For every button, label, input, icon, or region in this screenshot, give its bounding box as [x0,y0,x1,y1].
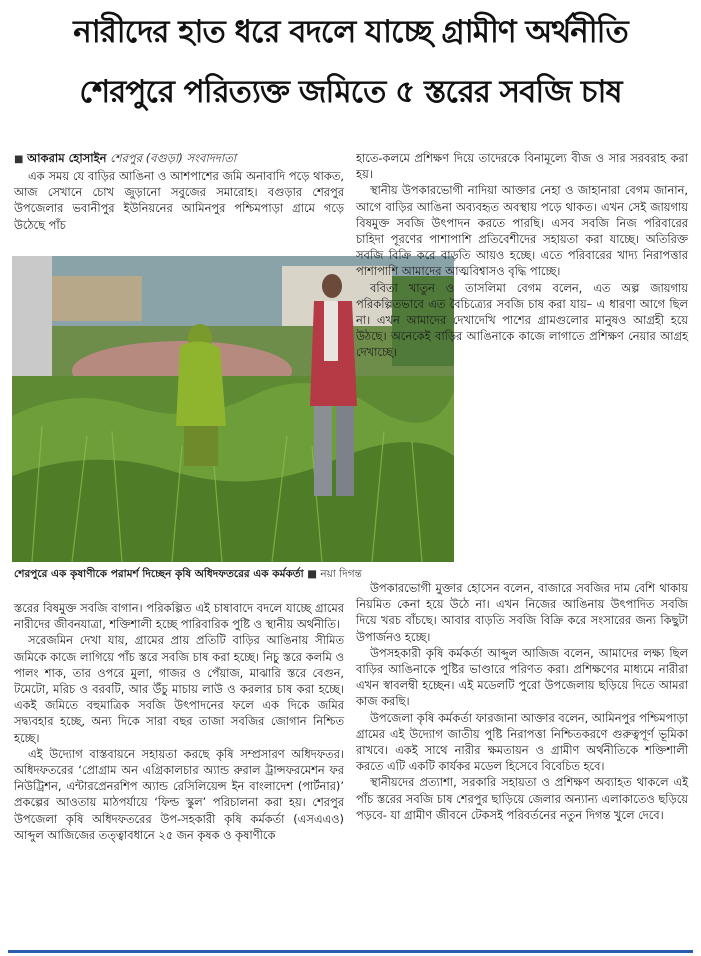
article-paragraph: উপজেলা কৃষি কর্মকর্তা ফারজানা আক্তার বলেন, আমিনপুর পশ্চিমপাড়া গ্রামের এই উদ্যোগ জাতীয় পুষ্টি নিরাপত্তা নিশ্চিতকরণে গুরুত্বপূর্ণ ভূমিকা রাখবে। একই সাথে নারীর ক্ষমতায়ন ও গ্রামীণ অর্থনীতিকে শক্তিশালী করতে এটি একটি কার্যকর মডেল হিসেবে বিবেচিত হবে। [356,710,688,774]
article-paragraph: ববিতা খাতুন ও তাসলিমা বেগম বলেন, এত অল্প জায়গায় পরিকল্পিতভাবে এত বৈচিত্র্যের সবজি চাষ করা যায়– এ ধারণা আগে ছিল না। এখন আমাদের দেখাদেখি পাশের গ্রামগুলোর মানুষও আগ্রহী হয়ে উঠছে। অনেকেই বাড়ির আঙিনাকে কাজে লাগাতে প্রশিক্ষণ নেয়ার আগ্রহ দেখাচ্ছে। [356,280,688,360]
article-column-right-bottom [356,580,688,823]
article-paragraph: সরেজমিন দেখা যায়, গ্রামের প্রায় প্রতিটি বাড়ির আঙিনায় সীমিত জমিকে কাজে লাগিয়ে পাঁচ স্তরে সবজি চাষ করা হচ্ছে। নিচু স্তরে কলমি ও পালং শাক, তার ওপরে মুলা, গাজর ও পেঁয়াজ, মাঝারি স্তরে বেগুন, টমেটো, মরিচ ও বরবটি, আর উঁচু মাচায় লাউ ও করলার চাষ করা হচ্ছে। একই জমিতে বহুমাত্রিক সবজি উৎপাদনের ফলে এক দিকে জমির সদ্ব্যবহার হচ্ছে, অন্য দিকে সারা বছর তাজা সবজির জোগান নিশ্চিত হচ্ছে। [14,633,344,745]
article-paragraph: উপসহকারী কৃষি কর্মকর্তা আব্দুল আজিজ বলেন, আমাদের লক্ষ্য ছিল বাড়ির আঙিনাকে পুষ্টির ভাণ্ডারে পরিণত করা। প্রশিক্ষণের মাধ্যমে নারীরা এখন স্বাবলম্বী হচ্ছেন। এই মডেলটি পুরো উপজেলায় ছড়িয়ে দিতে আমরা কাজ করছি। [356,645,688,709]
article-paragraph: স্থানীয়দের প্রত্যাশা, সরকারি সহায়তা ও প্রশিক্ষণ অব্যাহত থাকলে এই পাঁচ স্তরের সবজি চাষ শেরপুর ছাড়িয়ে জেলার অন্যান্য এলাকাতেও ছড়িয়ে পড়বে- যা গ্রামীণ জীবনে টেকসই পরিবর্তনের নতুন দিগন্ত খুলে দেবে। [356,775,688,822]
article-paragraph: উপকারভোগী মুক্তার হোসেন বলেন, বাজারে সবজির দাম বেশি থাকায় নিয়মিত কেনা হয়ে উঠে না। এখন নিজের আঙিনায় উৎপাদিত সবজি দিয়ে খরচ বাঁচছে। আবার বাড়তি সবজি বিক্রি করে সংসারের জন্য কিছুটা উপার্জনও হচ্ছে। [356,581,688,644]
byline-author: আকরাম হোসাইন [27,151,107,165]
article-paragraph: এক সময় যে বাড়ির আঙিনা ও আশপাশের জমি অনাবাদি পড়ে থাকত, আজ সেখানে চোখ জুড়ানো সবুজের সমারোহ। বগুড়ার শেরপুর উপজেলার ভবানীপুর ইউনিয়নের আমিনপুর পশ্চিমপাড়া গ্রামে গড়ে উঠেছে পাঁচ [14,169,344,232]
photo-credit-text: নয়া দিগন্ত [320,568,362,580]
article-paragraph: হাতে-কলমে প্রশিক্ষণ দিয়ে তাদেরকে বিনামূল্যে বীজ ও সার সরবরাহ করা হয়। [356,151,688,182]
photo-caption-text: শেরপুরে এক কৃষাণীকে পরামর্শ দিচ্ছেন কৃষি অধিদফতরের এক কর্মকর্তা [14,568,304,580]
article-column-right-top [356,150,688,361]
bottom-rule [8,950,693,953]
article-column-left-bottom [14,600,344,843]
article-column-left-top [14,168,344,233]
byline-place: শেরপুর (বগুড়া) সংবাদদাতা [110,151,237,165]
photo-credit: ■ নয়া দিগন্ত [307,568,362,580]
headline-line-2: শেরপুরে পরিত্যক্ত জমিতে ৫ স্তরের সবজি চাষ [79,74,622,110]
byline [14,150,344,168]
article-paragraph: স্থানীয় উপকারভোগী নাদিয়া আক্তার নেহা ও জাহানারা বেগম জানান, আগে বাড়ির আঙিনা অব্যবহৃত অবস্থায় পড়ে থাকত। এখন সেই জায়গায় বিষমুক্ত সবজি উৎপাদন করতে পারছি। এসব সবজি নিজ পরিবারের চাহিদা পূরণের পাশাপাশি প্রতিবেশীদের সহায়তা করা যাচ্ছে। অতিরিক্ত সবজি বিক্রি করে বাড়তি আয়ও হচ্ছে। এতে পরিবারের খাদ্য নিরাপত্তার পাশাপাশি আমাদের আত্মবিশ্বাসও বৃদ্ধি পাচ্ছে। [356,183,688,279]
headline-line-1: নারীদের হাত ধরে বদলে যাচ্ছে গ্রামীণ অর্থনীতি [73,14,628,50]
article-paragraph: এই উদ্যোগ বাস্তবায়নে সহায়তা করছে কৃষি সম্প্রসারণ অধিদফতর। অধিদফতরের ‘প্রোগ্রাম অন এগ্রিকালচার অ্যান্ড রুরাল ট্রান্সফরমেশন ফর নিউট্রিশন, এন্টারপ্রেনরশিপ অ্যান্ড রেসিলিয়েন্স ইন বাংলাদেশ (পার্টনার)’ প্রকল্পের আওতায় মাঠপর্যায়ে ‘ফিল্ড স্কুল’ পরিচালনা করা হয়। শেরপুর উপজেলা কৃষি অধিদফতরের উপ-সহকারী কৃষি কর্মকর্তা (এসএএও) আব্দুল আজিজের তত্ত্বাবধানে ২৫ জন কৃষক ও কৃষাণীকে [14,746,344,842]
byline-bullet-icon: ■ [14,154,24,165]
article-paragraph: স্তরের বিষমুক্ত সবজি বাগান। পরিকল্পিত এই চাষাবাদে বদলে যাচ্ছে গ্রামের নারীদের জীবনযাত্রা, শক্তিশালী হচ্ছে পারিবারিক পুষ্টি ও স্থানীয় অর্থনীতি। [14,601,344,632]
